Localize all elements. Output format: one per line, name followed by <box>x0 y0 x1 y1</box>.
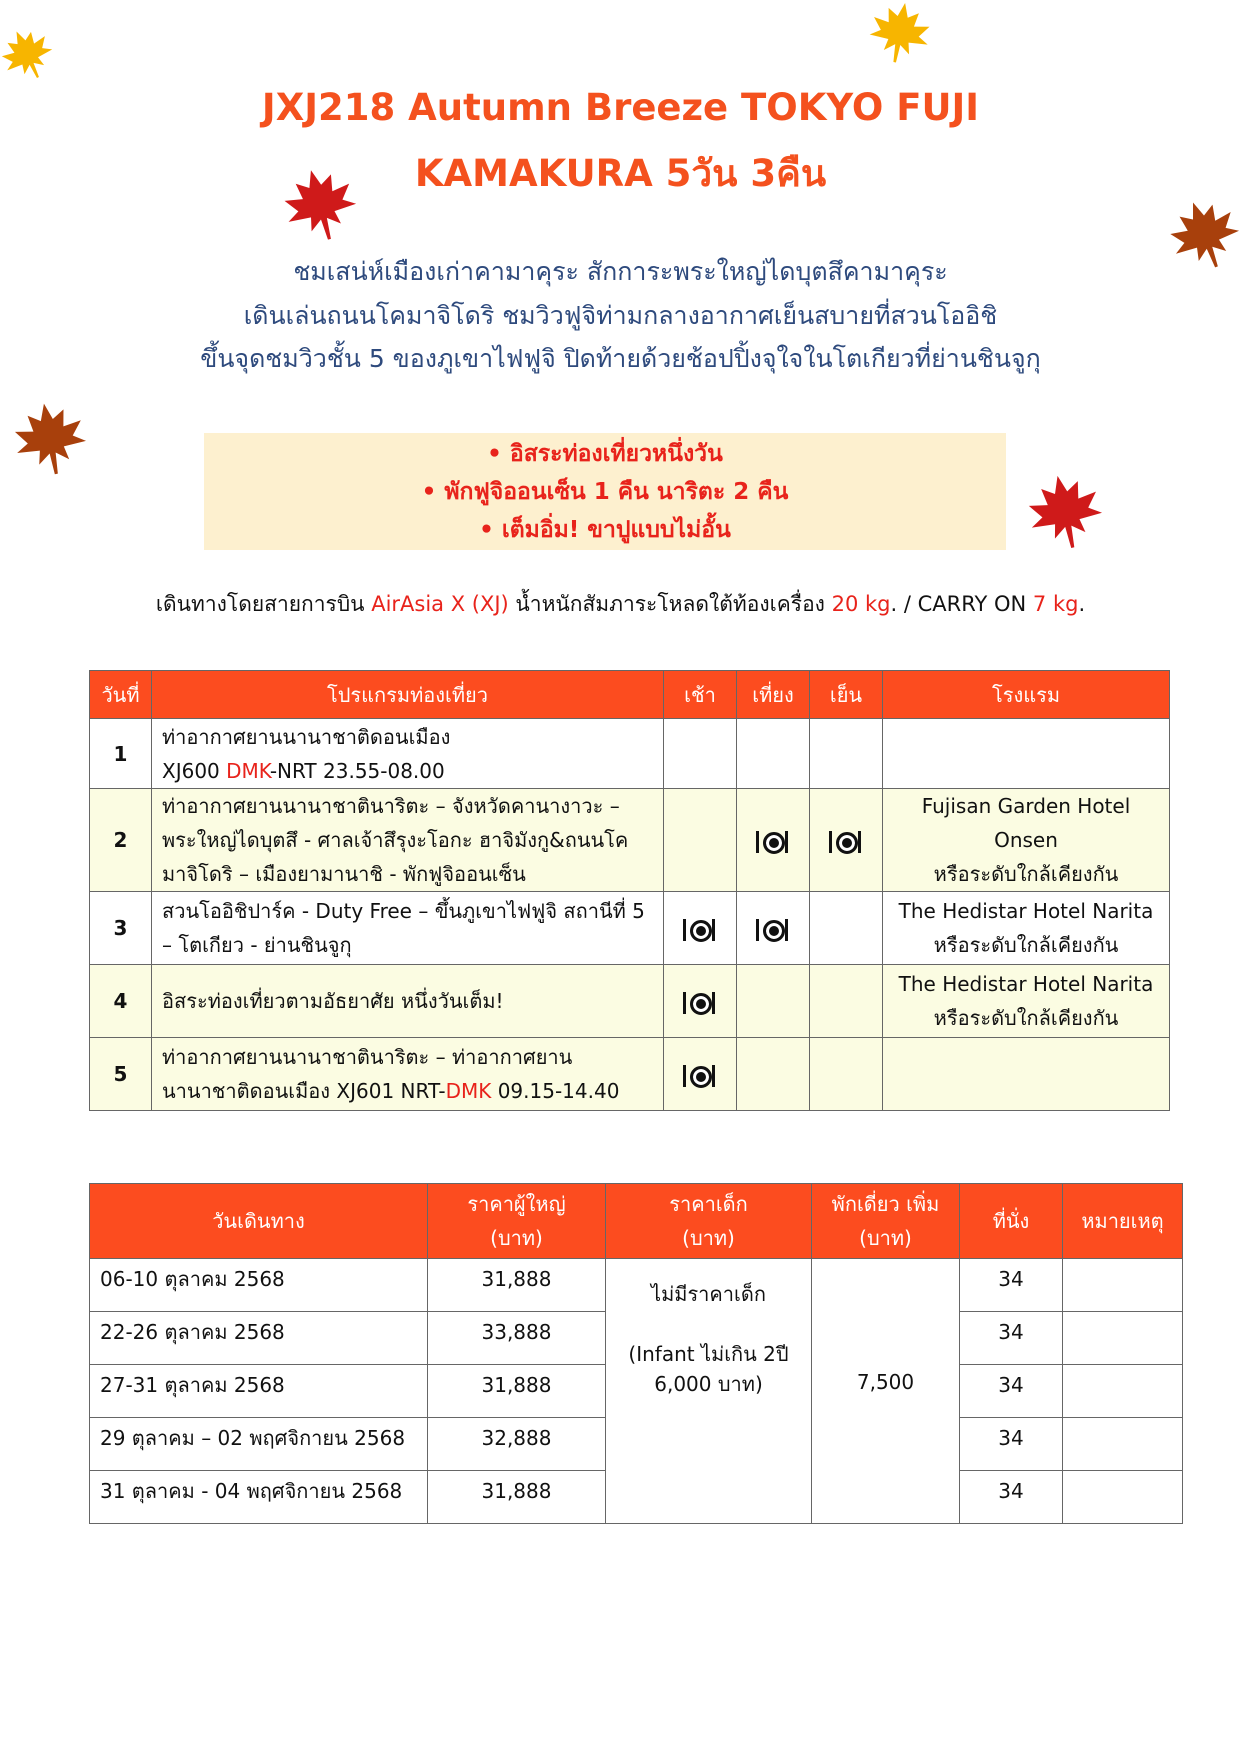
maple-leaf-brown-icon <box>12 400 88 476</box>
page-title-line2: KAMAKURA 5วัน 3คืน <box>414 152 827 195</box>
header-child-unit: (บาท) <box>682 1226 735 1250</box>
remarks-cell <box>1063 1418 1183 1471</box>
day-number: 1 <box>90 719 152 789</box>
meal-plate-icon <box>828 828 864 856</box>
hotel-name: The Hedistar Hotel Narita <box>898 972 1154 996</box>
travel-date: 29 ตุลาคม – 02 พฤศจิกายน 2568 <box>90 1418 428 1471</box>
flight-info-prefix: เดินทางโดยสายการบิน <box>155 592 372 616</box>
header-adult-label: ราคาผู้ใหญ่ <box>467 1192 566 1216</box>
subtitle-line: ชมเสน่ห์เมืองเก่าคามาคุระ สักการะพระใหญ่ไดบุตสึคามาคุระ <box>293 257 948 286</box>
subtitle-line: ขึ้นจุดชมวิวชั้น 5 ของภูเขาไฟฟูจิ ปิดท้ายด้วยช้อปปิ้งจุใจในโตเกียวที่ย่านชินจูกุ <box>200 344 1041 373</box>
meal-plate-icon <box>755 828 791 856</box>
adult-price: 31,888 <box>428 1471 606 1524</box>
header-single-unit: (บาท) <box>859 1226 912 1250</box>
program-cell <box>152 1038 664 1111</box>
single-supplement-value: 7,500 <box>856 1370 915 1394</box>
program-cell <box>152 719 664 789</box>
airport-code: DMK <box>445 1079 492 1103</box>
seats-available: 34 <box>960 1365 1063 1418</box>
pricing-header-row <box>90 1184 1183 1259</box>
breakfast-cell <box>664 892 737 965</box>
program-line: พระใหญ่ไดบุตสึ - ศาลเจ้าสึรุงะโอกะ ฮาจิมังกู&ถนนโค <box>162 828 629 852</box>
header-breakfast: เช้า <box>664 671 737 719</box>
flight-code: XJ600 <box>162 758 227 783</box>
airport-code: DMK <box>226 758 270 783</box>
program-line: – โตเกียว - ย่านชินจูกุ <box>162 933 352 957</box>
airline-name: AirAsia X (XJ) <box>371 592 509 616</box>
flight-info-middle: น้ำหนักสัมภาระโหลดใต้ท้องเครื่อง <box>508 592 832 616</box>
flight-info-sep: . / CARRY ON <box>890 592 1033 616</box>
itinerary-row <box>90 892 1170 965</box>
program-cell <box>152 892 664 965</box>
program-cell <box>152 789 664 892</box>
breakfast-cell <box>664 789 737 892</box>
flight-line <box>162 754 655 788</box>
header-remarks: หมายเหตุ <box>1063 1184 1183 1259</box>
seats-available: 34 <box>960 1471 1063 1524</box>
highlights-box <box>204 433 1006 550</box>
header-single-supplement <box>812 1184 960 1259</box>
child-note-line: (Infant ไม่เกิน 2ปี <box>628 1342 789 1366</box>
lunch-cell <box>737 965 810 1038</box>
flight-line <box>162 1074 655 1108</box>
lunch-cell <box>737 719 810 789</box>
adult-price: 31,888 <box>428 1365 606 1418</box>
pricing-table <box>89 1183 1183 1524</box>
travel-date: 27-31 ตุลาคม 2568 <box>90 1365 428 1418</box>
page-title: JXJ218 Autumn Breeze TOKYO FUJI <box>261 86 980 129</box>
baggage-allowance: 20 kg <box>831 592 891 616</box>
lunch-cell <box>737 892 810 965</box>
meal-plate-icon <box>682 916 718 944</box>
hotel-cell <box>883 789 1170 892</box>
dinner-cell <box>810 719 883 789</box>
header-program: โปรแกรมท่องเที่ยว <box>152 671 664 719</box>
flight-time: -NRT 23.55-08.00 <box>269 758 445 783</box>
flight-info <box>0 586 1241 622</box>
program-cell <box>152 965 664 1038</box>
maple-leaf-yellow-icon <box>860 0 940 64</box>
adult-price: 32,888 <box>428 1418 606 1471</box>
child-price-note <box>606 1259 812 1524</box>
hotel-name: The Hedistar Hotel Narita <box>898 899 1154 923</box>
travel-date: 06-10 ตุลาคม 2568 <box>90 1259 428 1312</box>
hotel-cell <box>883 965 1170 1038</box>
program-line: สวนโออิชิปาร์ค - Duty Free – ขึ้นภูเขาไฟฟูจิ สถานีที่ 5 <box>162 899 645 923</box>
day-number: 3 <box>90 892 152 965</box>
header-travel-date: วันเดินทาง <box>90 1184 428 1259</box>
itinerary-row <box>90 719 1170 789</box>
header-single-label: พักเดี่ยว เพิ่ม <box>831 1192 940 1216</box>
subtitle-line: เดินเล่นถนนโคมาจิโดริ ชมวิวฟูจิท่ามกลางอากาศเย็นสบายที่สวนโออิชิ <box>243 301 998 330</box>
header-hotel: โรงแรม <box>883 671 1170 719</box>
seats-available: 34 <box>960 1312 1063 1365</box>
maple-leaf-red-icon <box>1026 472 1104 550</box>
hotel-note: หรือระดับใกล้เคียงกัน <box>933 933 1119 957</box>
travel-date: 31 ตุลาคม - 04 พฤศจิกายน 2568 <box>90 1471 428 1524</box>
remarks-cell <box>1063 1259 1183 1312</box>
highlight-item: • พักฟูจิออนเซ็น 1 คืน นาริตะ 2 คืน <box>421 479 789 505</box>
dinner-cell <box>810 965 883 1038</box>
hotel-name: Onsen <box>994 828 1058 852</box>
header-child-label: ราคาเด็ก <box>669 1192 748 1216</box>
child-note-line: 6,000 บาท) <box>654 1372 763 1396</box>
itinerary-row <box>90 1038 1170 1111</box>
itinerary-row <box>90 965 1170 1038</box>
hotel-note: หรือระดับใกล้เคียงกัน <box>933 862 1119 886</box>
program-line: ท่าอากาศยานนานาชาตินาริตะ – ท่าอากาศยาน <box>162 1045 573 1069</box>
itinerary-header-row <box>90 671 1170 719</box>
breakfast-cell <box>664 719 737 789</box>
adult-price: 33,888 <box>428 1312 606 1365</box>
day-number: 2 <box>90 789 152 892</box>
meal-plate-icon <box>682 1062 718 1090</box>
meal-plate-icon <box>682 989 718 1017</box>
highlight-item: • อิสระท่องเที่ยวหนึ่งวัน <box>487 441 723 467</box>
itinerary-row <box>90 789 1170 892</box>
price-row <box>90 1259 1183 1312</box>
remarks-cell <box>1063 1471 1183 1524</box>
program-line: ท่าอากาศยานนานาชาติดอนเมือง <box>162 724 451 749</box>
program-line: อิสระท่องเที่ยวตามอัธยาศัย หนึ่งวันเต็ม! <box>162 989 504 1013</box>
itinerary-table <box>89 670 1170 1111</box>
seats-available: 34 <box>960 1259 1063 1312</box>
hotel-cell <box>883 892 1170 965</box>
child-note-line: ไม่มีราคาเด็ก <box>651 1282 766 1306</box>
carry-on-allowance: 7 kg <box>1032 592 1079 616</box>
header-child-price <box>606 1184 812 1259</box>
dinner-cell <box>810 1038 883 1111</box>
dinner-cell <box>810 892 883 965</box>
remarks-cell <box>1063 1365 1183 1418</box>
seats-available: 34 <box>960 1418 1063 1471</box>
highlight-item: • เต็มอิ่ม! ขาปูแบบไม่อั้น <box>479 517 731 543</box>
hotel-note: หรือระดับใกล้เคียงกัน <box>933 1006 1119 1030</box>
header-adult-unit: (บาท) <box>490 1226 543 1250</box>
header-seats: ที่นั่ง <box>960 1184 1063 1259</box>
breakfast-cell <box>664 1038 737 1111</box>
header-lunch: เที่ยง <box>737 671 810 719</box>
day-number: 4 <box>90 965 152 1038</box>
adult-price: 31,888 <box>428 1259 606 1312</box>
hotel-cell <box>883 719 1170 789</box>
header-day: วันที่ <box>90 671 152 719</box>
dinner-cell <box>810 789 883 892</box>
hotel-cell <box>883 1038 1170 1111</box>
program-line: มาจิโดริ – เมืองยามานาชิ - พักฟูจิออนเซ็น <box>162 862 526 886</box>
single-supplement <box>812 1259 960 1524</box>
hotel-name: Fujisan Garden Hotel <box>921 794 1131 818</box>
day-number: 5 <box>90 1038 152 1111</box>
flight-info-suffix: . <box>1078 592 1086 616</box>
program-line: ท่าอากาศยานนานาชาตินาริตะ – จังหวัดคานางาวะ – <box>162 794 620 818</box>
lunch-cell <box>737 1038 810 1111</box>
remarks-cell <box>1063 1312 1183 1365</box>
flight-time: 09.15-14.40 <box>491 1079 620 1103</box>
flight-code: นานาชาติดอนเมือง XJ601 NRT- <box>162 1079 446 1103</box>
header-dinner: เย็น <box>810 671 883 719</box>
meal-plate-icon <box>755 916 791 944</box>
header-adult-price <box>428 1184 606 1259</box>
lunch-cell <box>737 789 810 892</box>
travel-date: 22-26 ตุลาคม 2568 <box>90 1312 428 1365</box>
breakfast-cell <box>664 965 737 1038</box>
